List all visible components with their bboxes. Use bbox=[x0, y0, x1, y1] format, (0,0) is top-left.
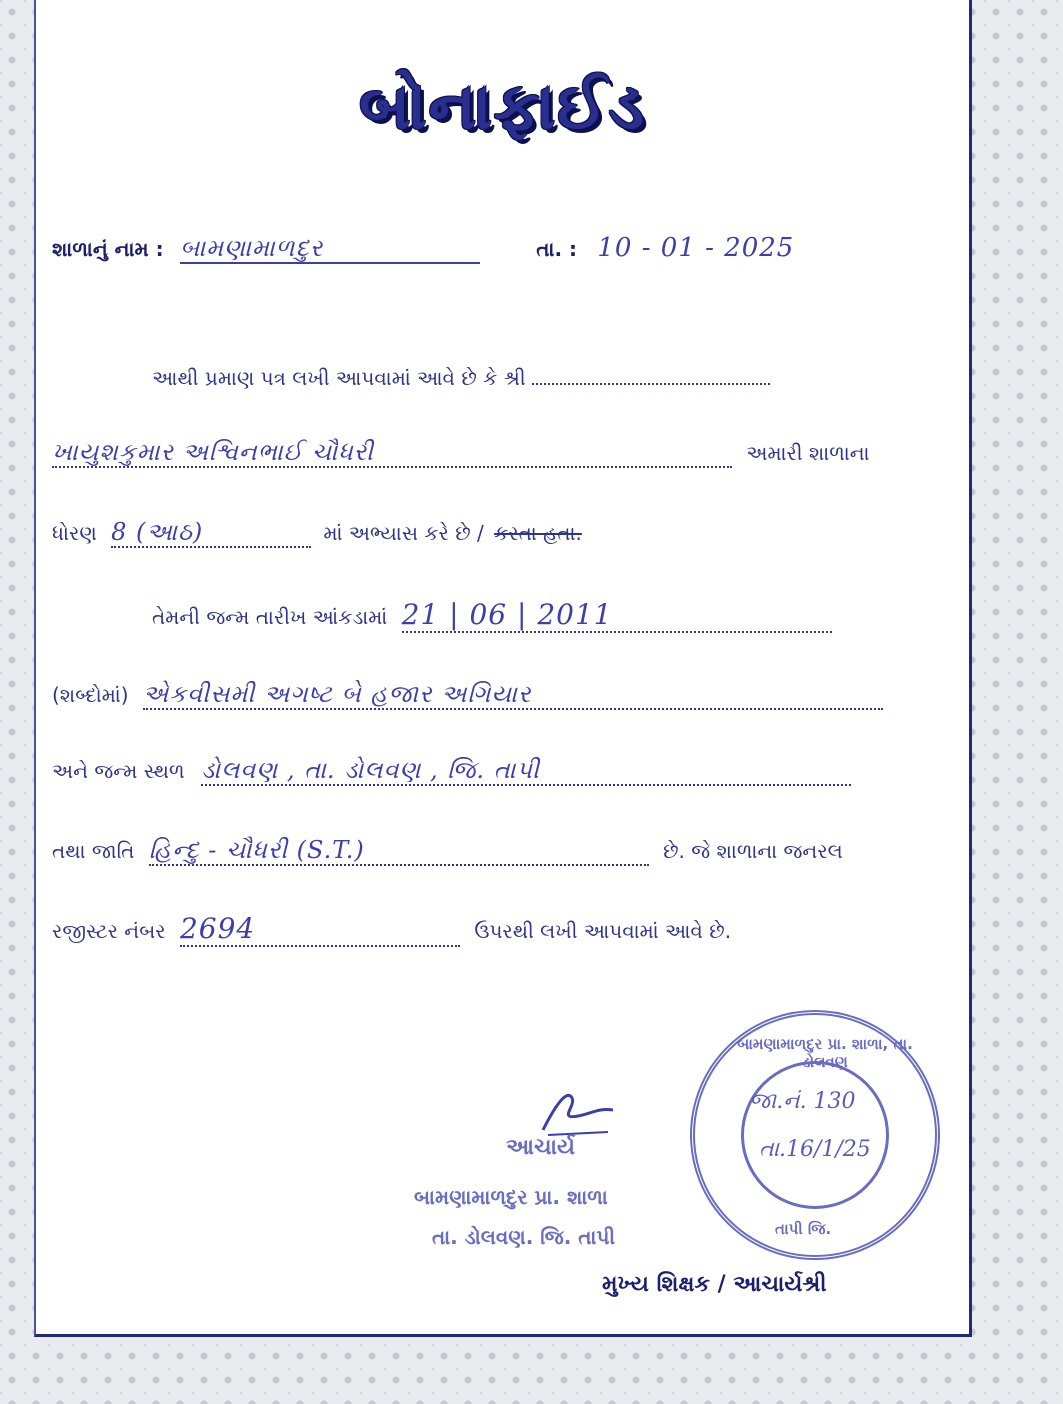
stamp-date: તા.16/1/25 bbox=[759, 1137, 871, 1162]
stamp-inner-ring bbox=[741, 1061, 889, 1209]
student-name: ખાયુશકુમાર અશ્વિનભાઈ ચૌધરી bbox=[52, 438, 732, 468]
signatory-title: મુખ્ય શિક્ષક / આચાર્યશ્રી bbox=[602, 1272, 827, 1297]
stamp-no: જા.નં. 130 bbox=[749, 1089, 856, 1114]
round-stamp bbox=[690, 1010, 940, 1260]
std-struck: કરતા હતા. bbox=[494, 521, 582, 545]
caste-label: તથા જાતિ bbox=[52, 839, 135, 863]
birthplace-label: અને જન્મ સ્થળ bbox=[52, 759, 185, 783]
std-label: ધોરણ bbox=[52, 521, 97, 545]
body-line-2 bbox=[52, 438, 870, 468]
body-line-3 bbox=[52, 518, 582, 548]
school-row bbox=[52, 233, 794, 264]
school-name-label: શાળાનું નામ : bbox=[52, 237, 164, 261]
date-label: તા. : bbox=[536, 237, 578, 261]
intro-text: આથી પ્રમાણ પત્ર લખી આપવામાં આવે છે કે શ્રી bbox=[152, 366, 526, 390]
dob-value: 21 | 06 | 2011 bbox=[402, 598, 832, 633]
std-value: 8 (આઠ) bbox=[111, 518, 311, 548]
certificate-sheet bbox=[34, 0, 972, 1337]
seal-address: તા. ડોલવણ. જિ. તાપી bbox=[432, 1225, 616, 1249]
date-value: 10 - 01 - 2025 bbox=[597, 233, 795, 263]
stamp-ring-text: બામણામાળદુર પ્રા. શાળા, તા. ડોલવણ bbox=[737, 1035, 913, 1071]
body-line-8 bbox=[52, 912, 731, 947]
register-label: રજીસ્ટર નંબર bbox=[52, 919, 166, 943]
words-label: (શબ્દોમાં) bbox=[52, 683, 129, 707]
body-line-1 bbox=[152, 366, 770, 390]
register-value: 2694 bbox=[180, 912, 460, 947]
signature-scribble bbox=[538, 1080, 618, 1140]
dob-label: તેમની જન્મ તારીખ આંકડામાં bbox=[152, 605, 388, 629]
intro-dots bbox=[532, 383, 770, 385]
seal-title: આચાર્ય bbox=[506, 1135, 575, 1160]
words-value: એકવીસમી અગષ્ટ બે હજાર અગિયાર bbox=[143, 680, 883, 710]
school-name-value: બામણામાળદુર bbox=[180, 234, 480, 264]
body-line-4 bbox=[152, 598, 832, 633]
certificate-title: બોનાફાઈડ bbox=[359, 70, 646, 144]
caste-value: હિન્દુ - ચૌધરી (S.T.) bbox=[149, 836, 649, 866]
caste-suffix: છે. જે શાળાના જનરલ bbox=[663, 839, 843, 863]
register-suffix: ઉપરથી લખી આપવામાં આવે છે. bbox=[474, 919, 732, 943]
body-line-6 bbox=[52, 756, 851, 786]
stamp-bottom-text: તાપી જિ. bbox=[775, 1220, 832, 1238]
body-line-5 bbox=[52, 680, 883, 710]
body-line-7 bbox=[52, 836, 843, 866]
birthplace-value: ડોલવણ , તા. ડોલવણ , જિ. તાપી bbox=[201, 756, 851, 786]
seal-school: બામણામાળદુર પ્રા. શાળા bbox=[414, 1185, 608, 1209]
std-suffix: માં અભ્યાસ કરે છે / bbox=[323, 521, 484, 545]
school-suffix: અમારી શાળાના bbox=[746, 441, 870, 465]
